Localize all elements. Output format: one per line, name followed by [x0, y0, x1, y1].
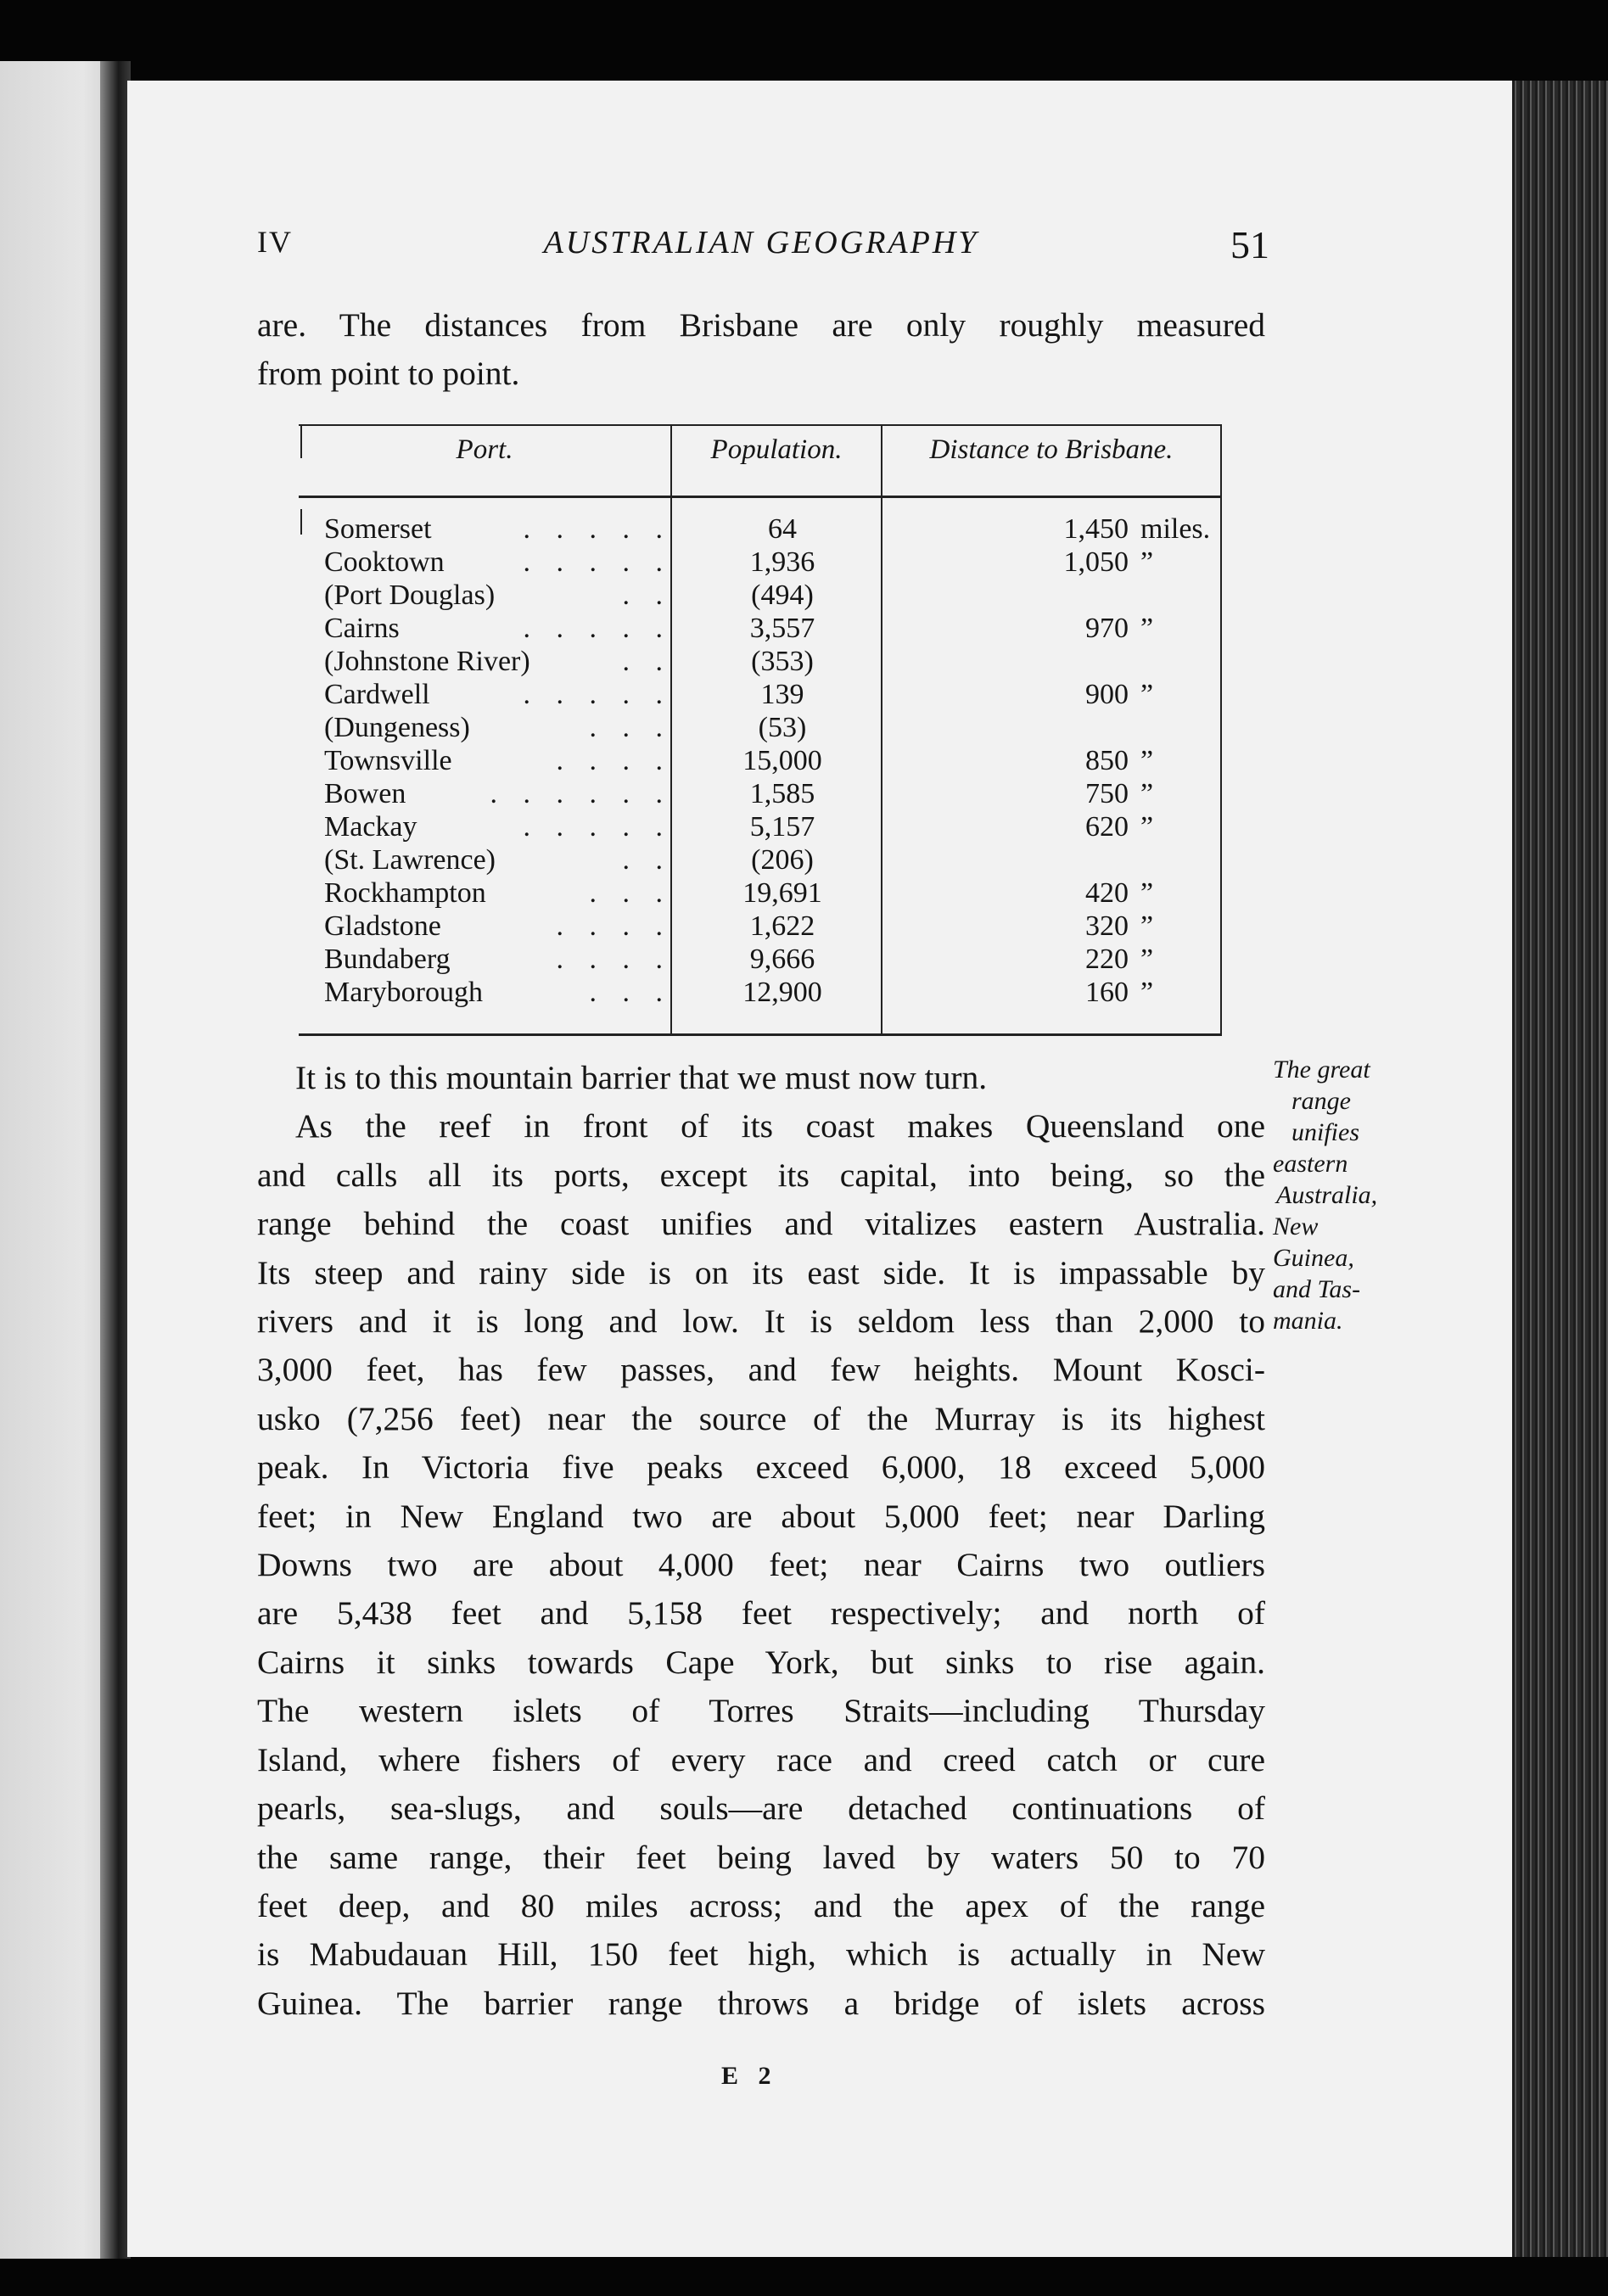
distance-value: 1,050 — [1063, 546, 1129, 578]
running-title: AUSTRALIAN GEOGRAPHY — [543, 225, 979, 260]
text-line: is Mabudauan Hill, 150 feet high, which is actually in New — [257, 1935, 1265, 1974]
population-cell: 12,900 — [742, 977, 822, 1008]
book-spine — [100, 61, 131, 2259]
port-name: (Dungeness) — [324, 712, 470, 743]
distance-value: 220 — [1085, 944, 1129, 975]
port-name: (St. Lawrence) — [324, 844, 496, 876]
dot-leader: . . — [622, 580, 672, 611]
population-cell: 1,936 — [749, 546, 815, 578]
margin-note-line: Guinea, — [1273, 1244, 1354, 1272]
port-cell — [324, 944, 672, 976]
distance-unit: ” — [1140, 944, 1154, 975]
dot-leader: . . . . — [556, 745, 672, 776]
text-line: The western islets of Torres Straits—including Thursday — [257, 1692, 1265, 1730]
ports-table — [299, 424, 1222, 1035]
table-row — [299, 580, 1222, 613]
dot-leader: . . . — [589, 712, 672, 743]
port-name: (Port Douglas) — [324, 580, 496, 611]
population-cell: 1,585 — [749, 778, 815, 809]
population-cell: (353) — [751, 646, 814, 677]
margin-note-line: eastern — [1273, 1150, 1348, 1178]
dot-leader: . . . . . — [523, 513, 672, 545]
margin-note-line: unifies — [1291, 1118, 1359, 1146]
margin-note-line: Australia, — [1276, 1181, 1378, 1209]
dot-leader: . . — [622, 844, 672, 876]
distance-value: 420 — [1085, 877, 1129, 909]
port-name: Bundaberg — [324, 944, 451, 975]
text-line: Its steep and rainy side is on its east side. It is impassable by — [257, 1253, 1265, 1291]
text-line: 3,000 feet, has few passes, and few heights. Mount Kosci- — [257, 1351, 1265, 1389]
port-cell — [324, 745, 672, 777]
port-name: Cairns — [324, 613, 400, 644]
distance-unit: ” — [1140, 679, 1154, 710]
port-cell — [324, 513, 672, 546]
population-cell: 15,000 — [742, 745, 822, 776]
table-top-rule — [299, 424, 1222, 426]
text-line: and calls all its ports, except its capital, into being, so the — [257, 1156, 1265, 1194]
column-header-distance: Distance to Brisbane. — [929, 434, 1174, 465]
port-name: Somerset — [324, 513, 432, 545]
port-cell — [324, 910, 672, 943]
table-row — [299, 778, 1222, 811]
column-header-port: Port. — [456, 434, 513, 465]
text-line: rivers and it is long and low. It is seldom less than 2,000 to — [257, 1302, 1265, 1341]
port-cell — [324, 712, 672, 744]
port-cell — [324, 546, 672, 579]
margin-note-line: range — [1291, 1087, 1351, 1115]
distance-unit: ” — [1140, 811, 1154, 843]
dot-leader: . . . — [589, 877, 672, 909]
text-line: feet; in New England two are about 5,000 feet; near Darling — [257, 1497, 1265, 1535]
port-name: Cardwell — [324, 679, 430, 710]
port-name: Cooktown — [324, 546, 445, 578]
table-row — [299, 712, 1222, 745]
text-line: are 5,438 feet and 5,158 feet respectively; and north of — [257, 1594, 1265, 1632]
population-cell: (53) — [758, 712, 807, 743]
text-line: are. The distances from Brisbane are only roughly measured — [257, 306, 1265, 344]
intro-paragraph — [257, 301, 1265, 399]
population-cell: 139 — [760, 679, 804, 710]
port-cell — [324, 778, 672, 810]
dot-leader: . . — [622, 646, 672, 677]
port-cell — [324, 580, 672, 612]
text-line: peak. In Victoria five peaks exceed 6,000, 18 exceed 5,000 — [257, 1448, 1265, 1487]
text-line: As the reef in front of its coast makes Queensland one — [295, 1107, 1265, 1145]
dot-leader: . . . . . — [523, 811, 672, 843]
distance-unit: ” — [1140, 910, 1154, 942]
port-name: Bowen — [324, 778, 406, 809]
port-cell — [324, 877, 672, 910]
chapter-number: IV — [257, 225, 293, 259]
distance-unit: miles. — [1140, 513, 1211, 545]
population-cell: 1,622 — [749, 910, 815, 942]
text-line: pearls, sea-slugs, and souls—are detached continuations of — [257, 1789, 1265, 1828]
margin-note-line: mania. — [1273, 1307, 1343, 1335]
text-line: Cairns it sinks towards Cape York, but sinks to rise again. — [257, 1643, 1265, 1681]
text-line: Island, where fishers of every race and creed catch or cure — [257, 1740, 1265, 1778]
dot-leader: . . . . . — [523, 679, 672, 710]
port-name: Mackay — [324, 811, 417, 843]
table-row — [299, 646, 1222, 679]
distance-value: 850 — [1085, 745, 1129, 776]
population-cell: 64 — [768, 513, 797, 545]
dot-leader: . . . . . — [523, 546, 672, 578]
body-paragraph — [257, 1054, 1265, 2028]
port-name: Gladstone — [324, 910, 441, 942]
distance-value: 900 — [1085, 679, 1129, 710]
population-cell: 9,666 — [749, 944, 815, 975]
text-line: feet deep, and 80 miles across; and the apex of the range — [257, 1886, 1265, 1924]
text-line: the same range, their feet being laved by waters 50 to 70 — [257, 1838, 1265, 1876]
table-row — [299, 745, 1222, 778]
table-row — [299, 910, 1222, 944]
population-cell: (206) — [751, 844, 814, 876]
port-name: Rockhampton — [324, 877, 486, 909]
distance-unit: ” — [1140, 977, 1154, 1008]
port-cell — [324, 613, 672, 645]
port-cell — [324, 977, 672, 1009]
page-number: 51 — [1230, 223, 1269, 266]
table-row — [299, 877, 1222, 910]
distance-value: 320 — [1085, 910, 1129, 942]
port-name: Maryborough — [324, 977, 483, 1008]
distance-unit: ” — [1140, 877, 1154, 909]
running-head — [253, 222, 1269, 265]
population-cell: 3,557 — [749, 613, 815, 644]
table-row — [299, 811, 1222, 844]
table-row — [299, 977, 1222, 1010]
table-header-rule — [299, 496, 1222, 498]
distance-value: 620 — [1085, 811, 1129, 843]
table-row — [299, 844, 1222, 877]
port-cell — [324, 811, 672, 843]
text-line: It is to this mountain barrier that we must now turn. — [295, 1059, 988, 1096]
distance-value: 160 — [1085, 977, 1129, 1008]
port-cell — [324, 844, 672, 876]
population-cell: 5,157 — [749, 811, 815, 843]
distance-unit: ” — [1140, 778, 1154, 809]
table-row — [299, 613, 1222, 646]
dot-leader: . . . . — [556, 910, 672, 942]
port-name: Townsville — [324, 745, 452, 776]
dot-leader: . . . — [589, 977, 672, 1008]
margin-note-line: and Tas- — [1273, 1275, 1361, 1303]
distance-unit: ” — [1140, 613, 1154, 644]
text-line: Downs two are about 4,000 feet; near Cairns two outliers — [257, 1546, 1265, 1584]
margin-note-line: The great — [1273, 1056, 1370, 1084]
text-line: Guinea. The barrier range throws a bridge of islets across — [257, 1984, 1265, 2022]
distance-value: 970 — [1085, 613, 1129, 644]
page-stack-edge — [1512, 81, 1608, 2257]
text-line: range behind the coast unifies and vitalizes eastern Australia. — [257, 1205, 1265, 1243]
text-line: usko (7,256 feet) near the source of the Murray is its highest — [257, 1399, 1265, 1437]
text-line: from point to point. — [257, 355, 520, 393]
port-cell — [324, 646, 672, 678]
signature-mark: E 2 — [721, 2062, 778, 2090]
column-header-population: Population. — [710, 434, 843, 465]
margin-note — [1273, 1054, 1426, 1336]
table-row — [299, 944, 1222, 977]
table-bottom-rule — [299, 1033, 1222, 1036]
distance-unit: ” — [1140, 546, 1154, 578]
table-row — [299, 679, 1222, 712]
port-name: (Johnstone River) — [324, 646, 530, 677]
port-cell — [324, 679, 672, 711]
population-cell: (494) — [751, 580, 814, 611]
dot-leader: . . . . . . — [490, 778, 672, 809]
dot-leader: . . . . — [556, 944, 672, 975]
table-row — [299, 546, 1222, 580]
distance-value: 750 — [1085, 778, 1129, 809]
dot-leader: . . . . . — [523, 613, 672, 644]
population-cell: 19,691 — [742, 877, 822, 909]
distance-value: 1,450 — [1063, 513, 1129, 545]
distance-unit: ” — [1140, 745, 1154, 776]
table-row — [299, 513, 1222, 546]
margin-note-line: New — [1273, 1212, 1319, 1240]
